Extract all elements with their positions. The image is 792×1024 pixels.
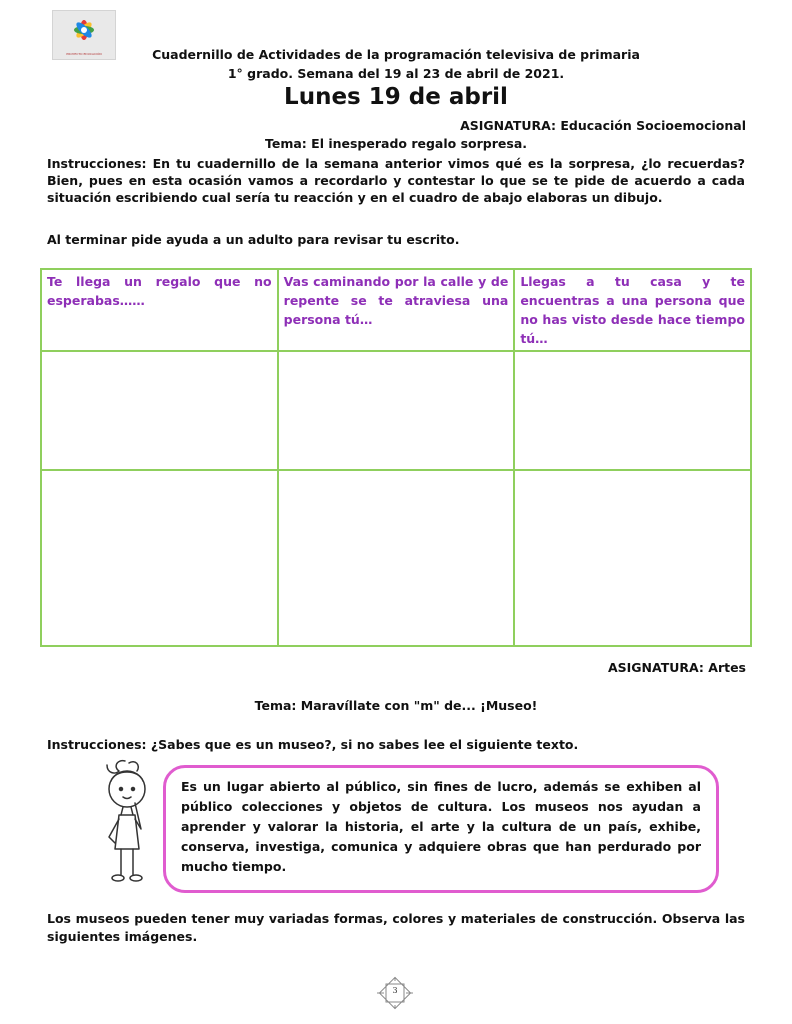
table-row xyxy=(41,269,751,351)
subject-artes: ASIGNATURA: Artes xyxy=(607,660,746,675)
drawing-cell[interactable] xyxy=(278,470,515,646)
museum-definition-bubble: Es un lugar abierto al público, sin fines de lucro, además se exhiben al público colecciones y objetos de cultura. Los museos nos ayudan a aprender y valorar la historia, el arte y la cultura de un país, exhibe, conserva, investiga, comunica y adquiere obras que han perdurado por mucho tiempo. xyxy=(163,765,719,893)
answer-cell[interactable] xyxy=(41,351,278,470)
answer-cell[interactable] xyxy=(514,351,751,470)
instructions-socioemocional: Instrucciones: En tu cuadernillo de la semana anterior vimos qué es la sorpresa, ¿lo recuerdas? Bien, pues en esta ocasión vamos a recordarlo y contestar lo que se te pide de acuerdo a cada situación escribiendo cual sería tu reacción y en el cuadro de abajo elaboras un dibujo. xyxy=(47,156,745,205)
answer-cell[interactable] xyxy=(278,351,515,470)
table-row xyxy=(41,351,751,470)
museum-closing-text: Los museos pueden tener muy variadas formas, colores y materiales de construcción. Observa las siguientes imágenes. xyxy=(47,911,745,944)
page-number-ornament xyxy=(375,976,415,1010)
drawing-cell[interactable] xyxy=(514,470,751,646)
instructions-adult-review: Al terminar pide ayuda a un adulto para revisar tu escrito. xyxy=(47,232,460,247)
prompt-cell: Te llega un regalo que no esperabas…… xyxy=(41,269,278,351)
header-line-2: 1° grado. Semana del 19 al 23 de abril de 2021. xyxy=(227,66,565,81)
drawing-cell[interactable] xyxy=(41,470,278,646)
instructions-museo: Instrucciones: ¿Sabes que es un museo?, si no sabes lee el siguiente texto. xyxy=(47,737,579,752)
table-row xyxy=(41,470,751,646)
header-line-1: Cuadernillo de Actividades de la programación televisiva de primaria xyxy=(152,47,640,62)
star-logo-icon xyxy=(67,15,101,45)
page-title: Lunes 19 de abril xyxy=(284,84,508,110)
page-number: 3 xyxy=(392,986,398,995)
subject-socioemocional: ASIGNATURA: Educación Socioemocional xyxy=(460,118,746,133)
activity-table xyxy=(40,268,752,647)
topic-regalo: Tema: El inesperado regalo sorpresa. xyxy=(265,136,527,151)
girl-illustration-icon xyxy=(95,757,159,889)
topic-museo: Tema: Maravíllate con "m" de... ¡Museo! xyxy=(254,698,538,713)
prompt-cell: Llegas a tu casa y te encuentras a una persona que no has visto desde hace tiempo tú… xyxy=(514,269,751,351)
logo-caption: PROYECTO EDUCACIÓN xyxy=(66,52,102,56)
prompt-cell: Vas caminando por la calle y de repente se te atraviesa una persona tú… xyxy=(278,269,515,351)
